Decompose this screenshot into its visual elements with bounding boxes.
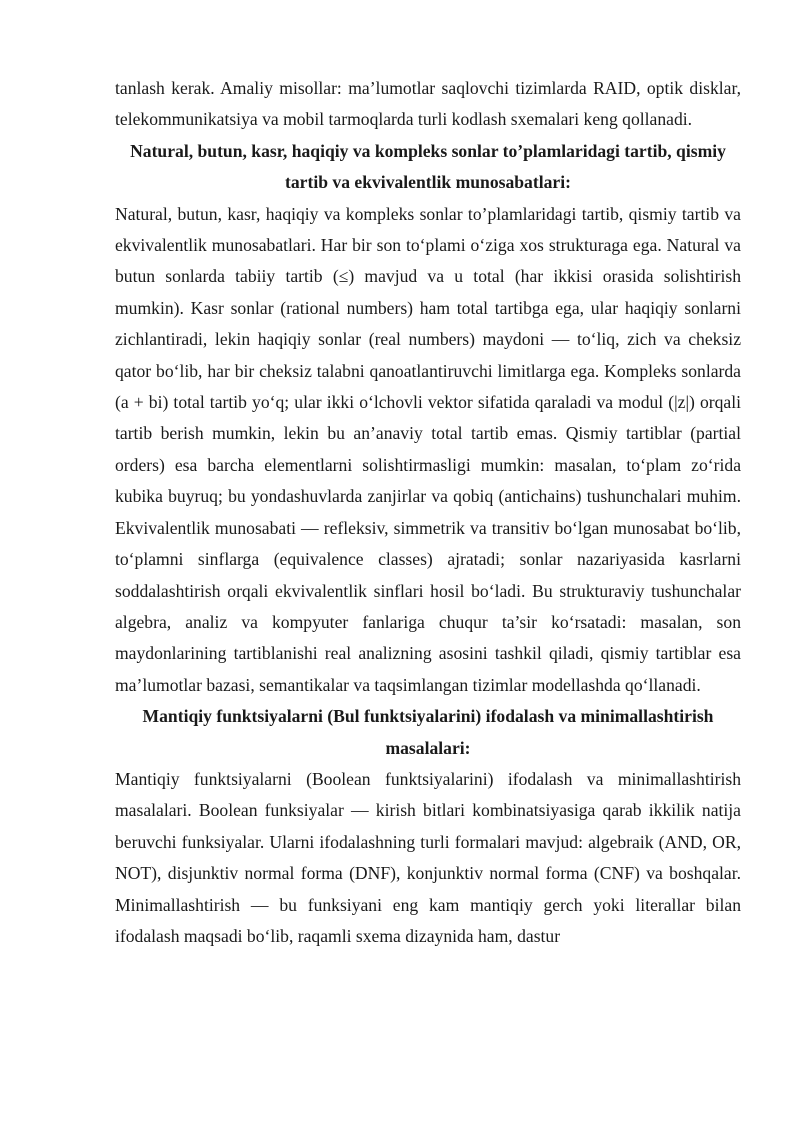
- section-heading-order-relations: Natural, butun, kasr, haqiqiy va kompleks sonlar to’plamlaridagi tartib, qismiy tartib va ekvivalentlik munosabatlari:: [130, 140, 726, 193]
- section-heading-boolean-functions: Mantiqiy funktsiyalarni (Bul funktsiyalarini) ifodalash va minimallashtirish masalalari:: [142, 706, 714, 758]
- boolean-functions-paragraph: Mantiqiy funktsiyalarni (Boolean funktsiyalarini) ifodalash va minimallashtirish masalalari. Boolean funksiyalar — kirish bitlari kombinatsiyasiga qarab ikkilik natija beruvchi funksiyalar. Ularni ifodalashning turli formalari mavjud: algebraik (AND, OR, NOT), disjunktiv normal forma (DNF), konjunktiv normal forma (CNF) va boshqalar. Minimallashtirish — bu funksiyani eng kam mantiqiy gerch yoki literallar bilan ifodalash maqsadi bo‘lib, raqamli sxema dizaynida ham, dastur: [115, 768, 741, 946]
- order-relations-paragraph: Natural, butun, kasr, haqiqiy va kompleks sonlar to’plamlaridagi tartib, qismiy tartib va ekvivalentlik munosabatlari. Har bir son to‘plami o‘ziga xos strukturaga ega. Natural va butun sonlarda tabiiy tartib (≤) mavjud va u total (har ikkisi orasida solishtirish mumkin). Kasr sonlar (rational numbers) ham total tartibga ega, ular haqiqiy sonlarni zichlantiradi, lekin haqiqiy sonlar (real numbers) maydoni — to‘liq, zich va cheksiz qator bo‘lib, har bir cheksiz talabni qanoatlantiruvchi limitlarga ega. Kompleks sonlarda (a + bi) total tartib yo‘q; ular ikki o‘lchovli vektor sifatida qaraladi va modul (|z|) orqali tartib berish mumkin, lekin bu an’anaviy total tartib emas. Qismiy tartiblar (partial orders) esa barcha elementlarni solishtirmasligi mumkin: masalan, to‘plam zo‘rida kubika buyruq; bu yondashuvlarda zanjirlar va qobiq (antichains) tushunchalari muhim. Ekvivalentlik munosabati — refleksiv, simmetrik va transitiv bo‘lgan munosabat bo‘lib, to‘plamni sinflarga (equivalence classes) ajratadi; sonlar nazariyasida kasrlarni soddalashtirish orqali ekvivalentlik sinflari hosil bo‘ladi. Bu strukturaviy tushunchalar algebra, analiz va kompyuter fanlariga chuqur ta’sir ko‘rsatadi: masalan, son maydonlarining tartiblanishi real analizning asosini tashkil qiladi, qismiy tartiblar esa ma’lumotlar bazasi, semantikalar va taqsimlangan tizimlar modellashda qo‘llanadi.: [115, 203, 741, 695]
- intro-paragraph: tanlash kerak. Amaliy misollar: ma’lumotlar saqlovchi tizimlarda RAID, optik disklar, telekommunikatsiya va mobil tarmoqlarda turli kodlash sxemalari keng qollanadi.: [115, 78, 741, 130]
- document-page: [115, 73, 741, 952]
